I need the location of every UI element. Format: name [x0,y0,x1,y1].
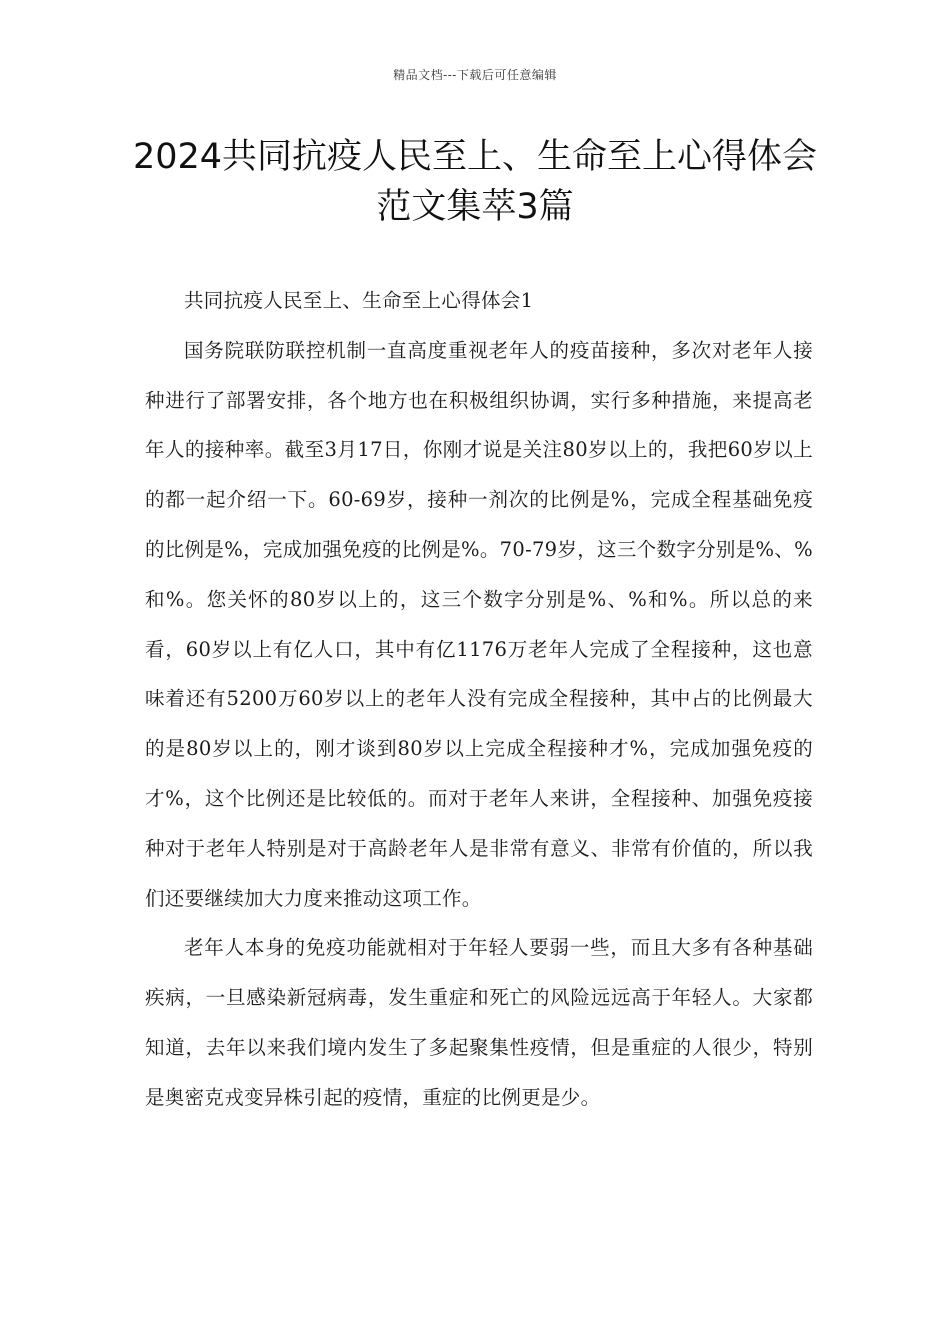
section-heading: 共同抗疫人民至上、生命至上心得体会1 [184,289,534,312]
body-paragraph: 老年人本身的免疫功能就相对于年轻人要弱一些，而且大多有各种基础疾病，一旦感染新冠病毒，发生重症和死亡的风险远远高于年轻人。大家都知道，去年以来我们境内发生了多起聚集性疫情，但是重症的人很少，特别是奥密克戎变异株引起的疫情，重症的比例更是少。 [145,936,813,1109]
document-title: 2024共同抗疫人民至上、生命至上心得体会范文集萃3篇 [132,137,818,227]
header-note: 精品文档---下载后可任意编辑 [393,68,557,82]
document-body [145,276,813,1123]
body-paragraph: 国务院联防联控机制一直高度重视老年人的疫苗接种，多次对老年人接种进行了部署安排，各个地方也在积极组织协调，实行多种措施，来提高老年人的接种率。截至3月17日，你刚才说是关注80岁以上的，我把60岁以上的都一起介绍一下。60-69岁，接种一剂次的比例是%，完成全程基础免疫的比例是%，完成加强免疫的比例是%。70-79岁，这三个数字分别是%、%和%。您关怀的80岁以上的，这三个数字分别是%、%和%。所以总的来看，60岁以上有亿人口，其中有亿1176万老年人完成了全程接种，这也意味着还有5200万60岁以上的老年人没有完成全程接种，其中占的比例最大的是80岁以上的，刚才谈到80岁以上完成全程接种才%，完成加强免疫的才%，这个比例还是比较低的。而对于老年人来讲，全程接种、加强免疫接种对于老年人特别是对于高龄老年人是非常有意义、非常有价值的，所以我们还要继续加大力度来推动这项工作。 [145,338,813,910]
